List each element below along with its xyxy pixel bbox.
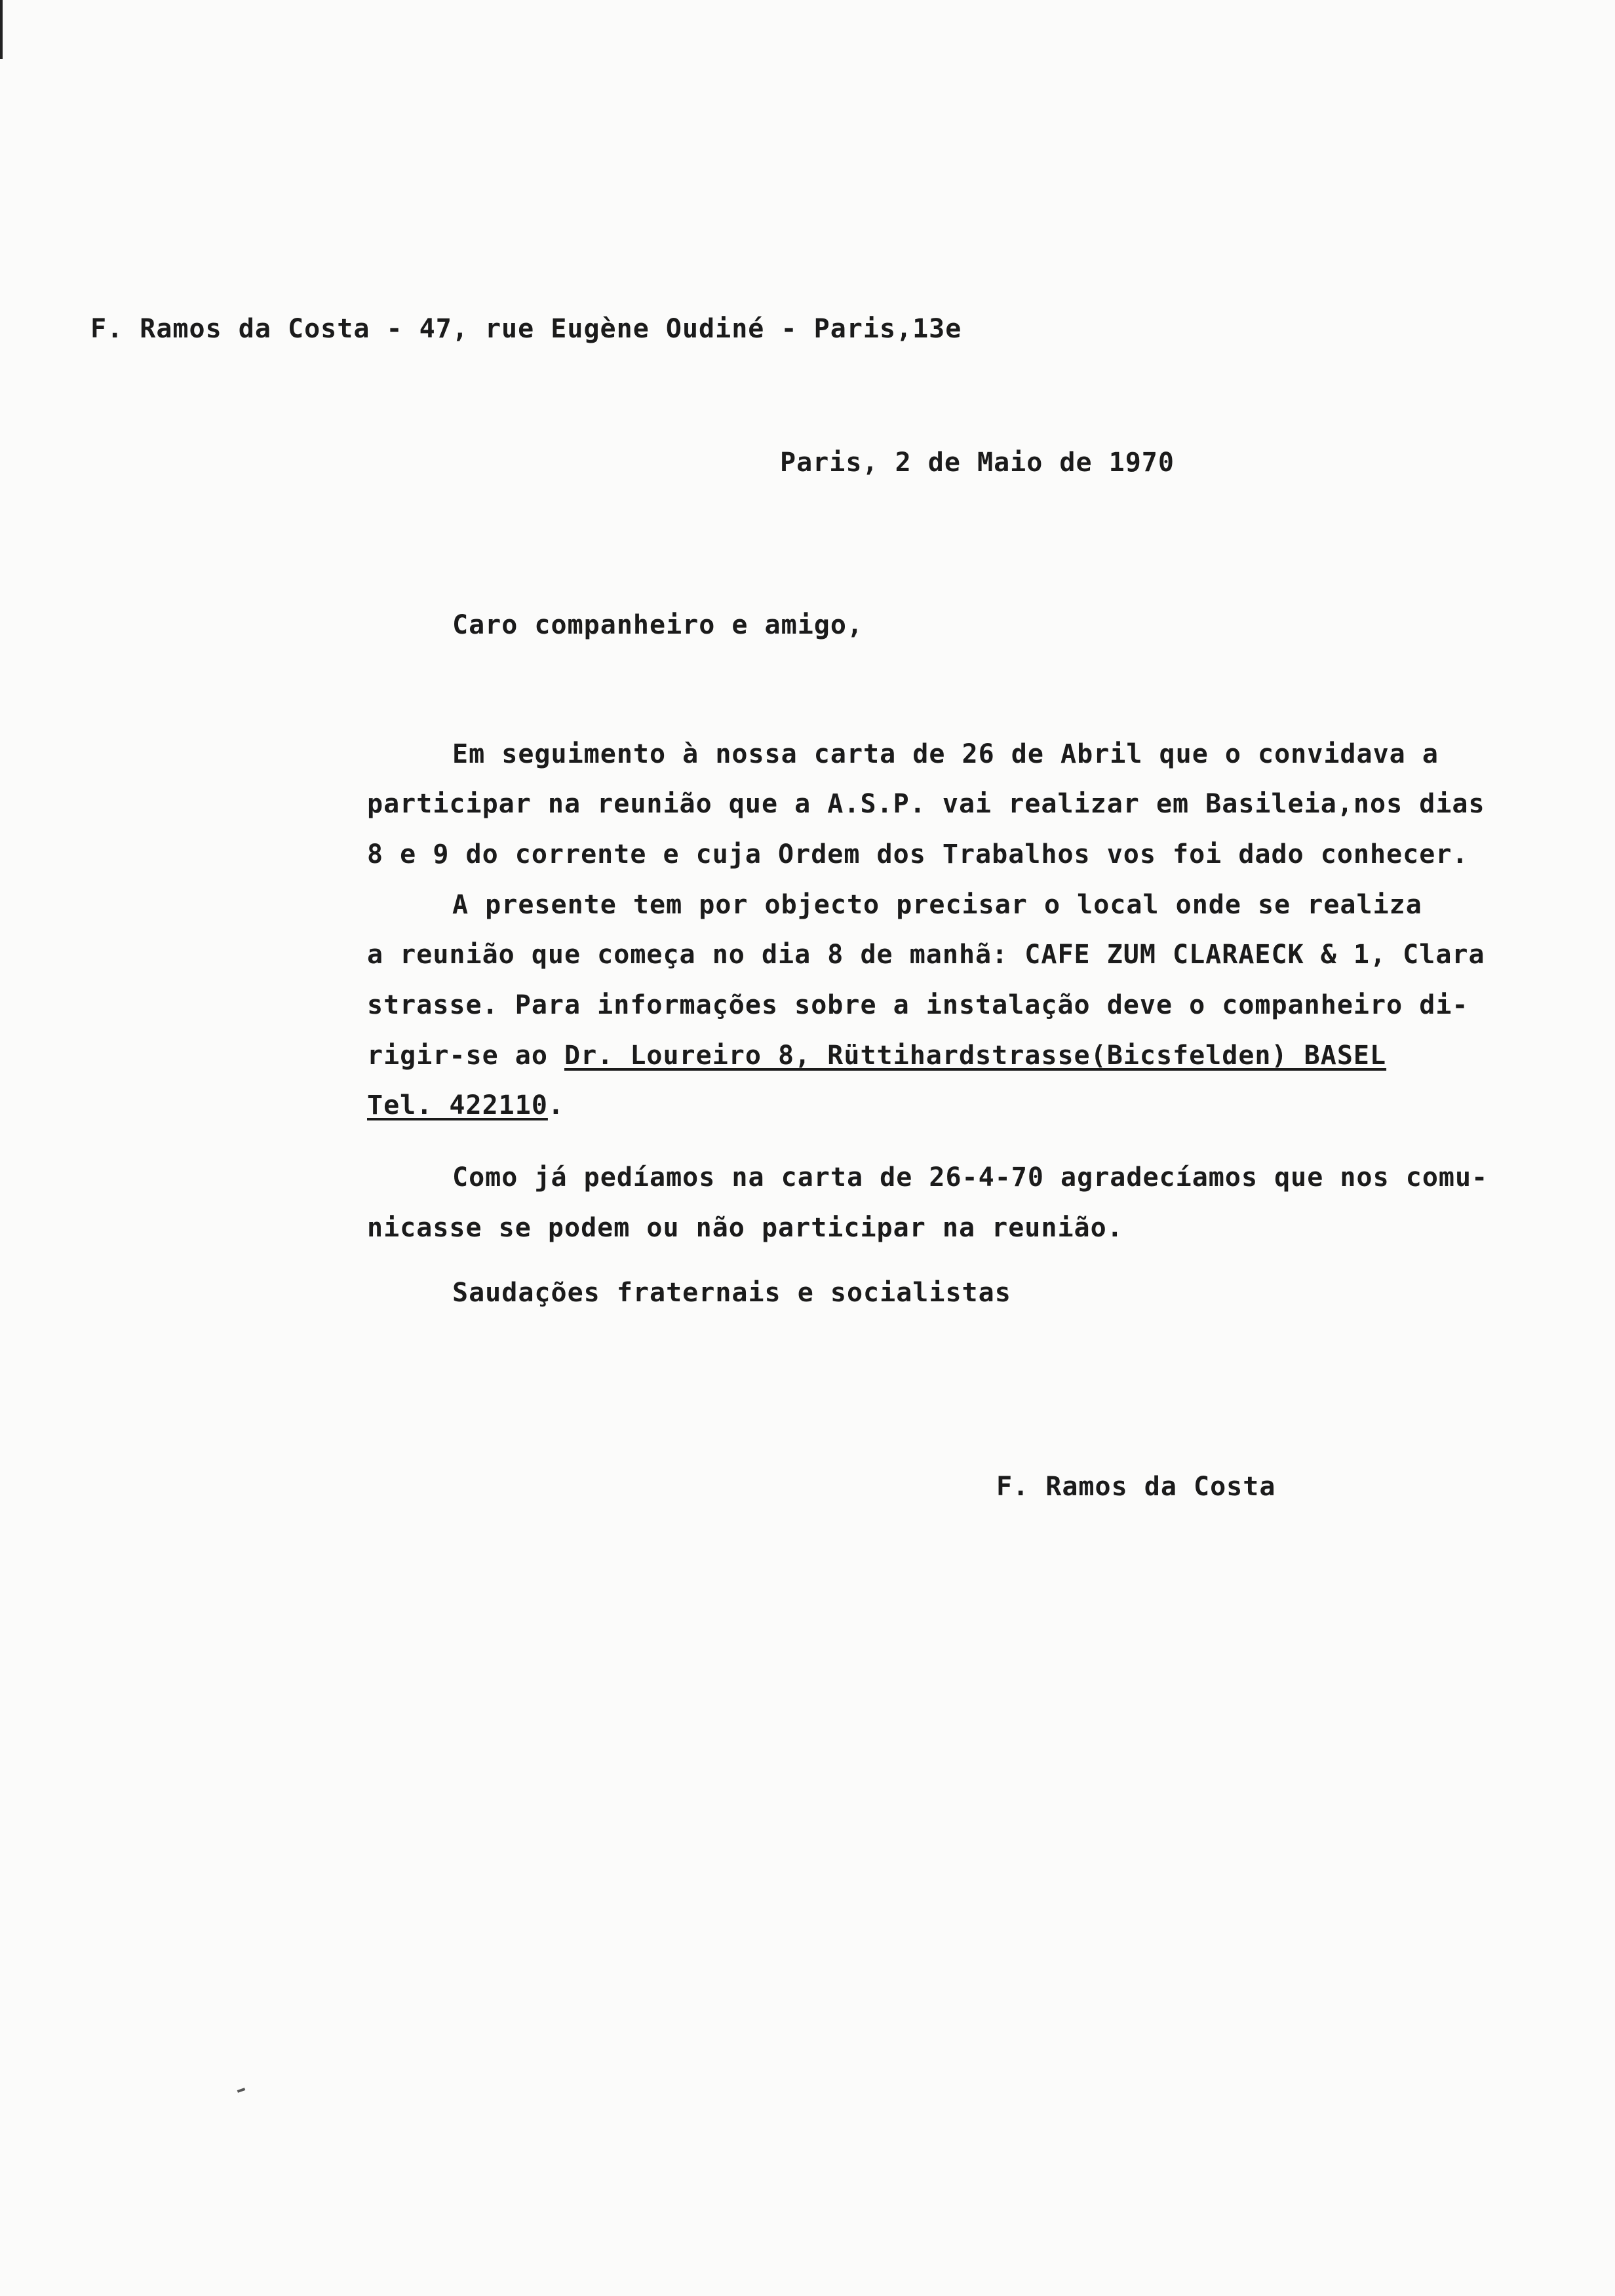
body-line: strasse. Para informações sobre a instalação deve o companheiro di- bbox=[367, 990, 1469, 1020]
body-line: participar na reunião que a A.S.P. vai realizar em Basileia,nos dias bbox=[367, 789, 1485, 819]
body-line: Como já pedíamos na carta de 26-4-70 agradecíamos que nos comu- bbox=[452, 1162, 1489, 1193]
salutation: Caro companheiro e amigo, bbox=[452, 610, 864, 640]
stray-mark bbox=[237, 2088, 246, 2093]
contact-address: Dr. Loureiro 8, Rüttihardstrasse(Bicsfelden) BASEL bbox=[564, 1041, 1387, 1071]
body-line: a reunião que começa no dia 8 de manhã: CAFE ZUM CLARAECK & 1, Clara bbox=[367, 940, 1485, 970]
body-text: . bbox=[547, 1090, 564, 1120]
body-line bbox=[367, 1040, 1386, 1071]
body-line bbox=[367, 1090, 564, 1121]
body-line: Em seguimento à nossa carta de 26 de Abril que o convidava a bbox=[452, 739, 1439, 769]
contact-phone: Tel. 422110 bbox=[367, 1090, 548, 1120]
body-line: nicasse se podem ou não participar na reunião. bbox=[367, 1213, 1123, 1243]
closing-line: Saudações fraternais e socialistas bbox=[452, 1278, 1011, 1308]
scan-edge-mark bbox=[0, 0, 3, 59]
body-line: 8 e 9 do corrente e cuja Ordem dos Trabalhos vos foi dado conhecer. bbox=[367, 839, 1469, 870]
place-date: Paris, 2 de Maio de 1970 bbox=[780, 448, 1175, 478]
body-line: A presente tem por objecto precisar o local onde se realiza bbox=[452, 890, 1422, 920]
body-text: rigir-se ao bbox=[367, 1041, 564, 1071]
signature: F. Ramos da Costa bbox=[996, 1472, 1276, 1502]
sender-address-line: F. Ramos da Costa - 47, rue Eugène Oudiné - Paris,13e bbox=[90, 314, 962, 344]
